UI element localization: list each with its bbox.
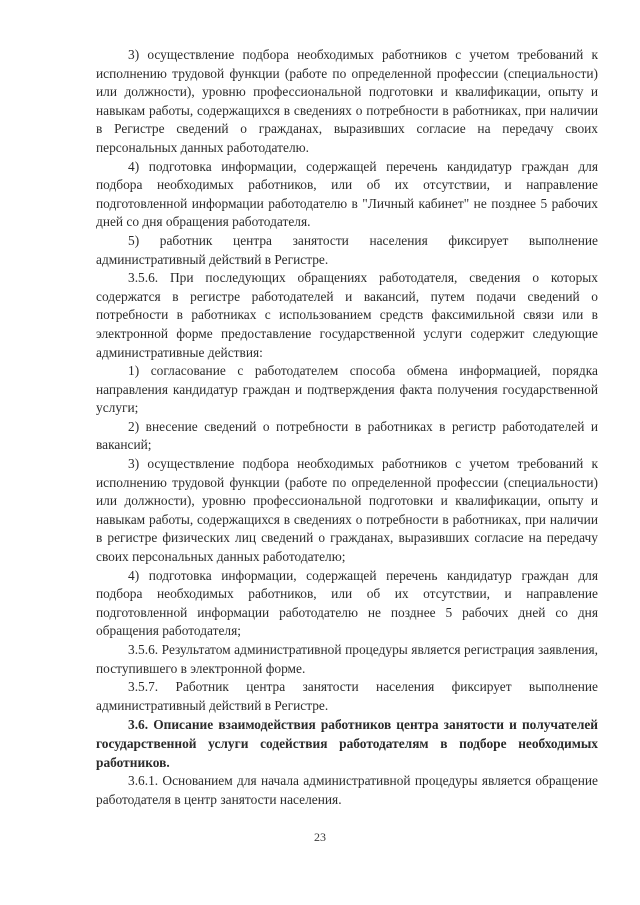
paragraph-item-4-candidates-info-cabinet: 4) подготовка информации, содержащей перечень кандидатур граждан для подбора необходимых работников, или об их отсутствии, и направление подготовленной информации работодателю в "Личный кабинет" не позднее 5 рабочих дней со дня обращения работодателя.: [96, 158, 598, 230]
paragraph-item-3-selection-registry: 3) осуществление подбора необходимых работников с учетом требований к исполнению трудовой функции (работе по определенной профессии (специальности) или должности), уровню профессиональной подготовки и квалификации, опыту и навыкам работы, содержащихся в сведениях о потребности в работниках, при наличии в Регистре сведений о гражданах, выразивших согласие на передачу своих персональных данных работодателю.: [96, 47, 598, 155]
section-heading-3-6: 3.6. Описание взаимодействия работников центра занятости и получателей государственной услуги содействия работодателям в подборе необходимых работников.: [96, 717, 598, 770]
paragraph-item-2-register-entry: 2) внесение сведений о потребности в работниках в регистр работодателей и вакансий;: [96, 418, 598, 453]
document-body: [96, 46, 598, 809]
paragraph-3-5-6-result: 3.5.6. Результатом административной процедуры является регистрация заявления, поступившего в электронной форме.: [96, 642, 598, 676]
paragraph-3-5-7-registry-record: 3.5.7. Работник центра занятости населения фиксирует выполнение административный действий в Регистре.: [96, 679, 598, 713]
paragraph-item-1-agreement: 1) согласование с работодателем способа обмена информацией, порядка направления кандидатур граждан и подтверждения факта получения государственной услуги;: [96, 363, 598, 416]
paragraph-item-3-selection-individuals: 3) осуществление подбора необходимых работников с учетом требований к исполнению трудовой функции (работе по определенной профессии (специальности) или должности), уровню профессиональной подготовки и квалификации, опыту и навыкам работы, содержащихся в сведениях о потребности в работниках, при наличии в регистре физических лиц сведений о гражданах, выразивших согласие на передачу своих персональных данных работодателю;: [96, 456, 598, 565]
page-number: 23: [314, 830, 326, 844]
paragraph-3-6-1-basis: 3.6.1. Основанием для начала административной процедуры является обращение работодателя в центр занятости населения.: [96, 773, 598, 807]
paragraph-item-4-candidates-info: 4) подготовка информации, содержащей перечень кандидатур граждан для подбора необходимых работников, или об их отсутствии, и направление подготовленной информации работодателю не позднее 5 рабочих дней со дня обращения работодателя;: [96, 567, 598, 639]
paragraph-3-5-6-subsequent-requests: 3.5.6. При последующих обращениях работодателя, сведения о которых содержатся в регистре работодателей и вакансий, путем подачи сведений о потребности в работниках с использованием средств факсимильной связи или в электронной форме предоставление государственной услуги содержит следующие административные действия:: [96, 270, 598, 360]
paragraph-item-5-registry-record: 5) работник центра занятости населения фиксирует выполнение административный действий в Регистре.: [96, 232, 598, 267]
